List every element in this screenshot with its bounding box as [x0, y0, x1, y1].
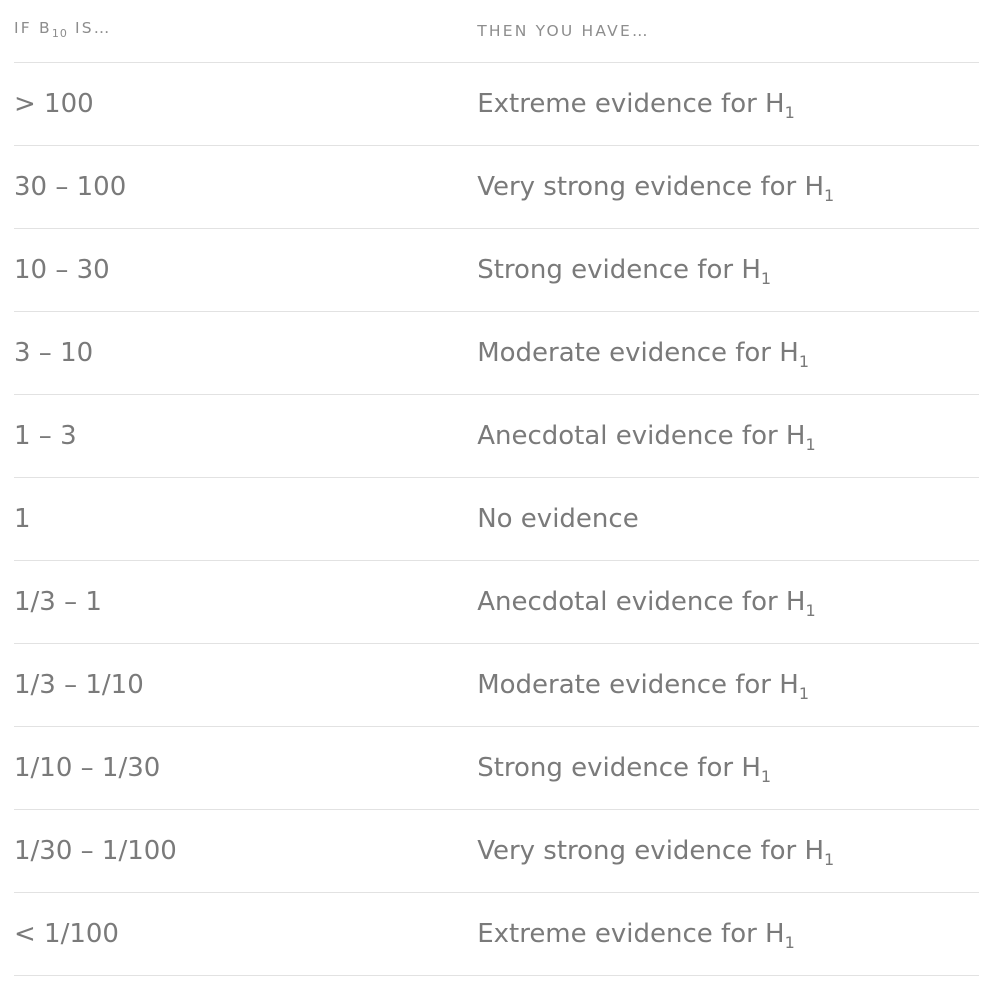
evidence-hypothesis-subscript: 1 [805, 435, 816, 455]
cell-evidence [477, 727, 979, 810]
column-header-bayes-factor-subscript: 10 [51, 27, 68, 41]
evidence-label: Very strong evidence for H [477, 172, 825, 203]
table-row [14, 478, 979, 561]
evidence-hypothesis-subscript: 1 [805, 601, 816, 621]
cell-evidence [477, 893, 979, 976]
cell-bayes-factor [14, 395, 477, 478]
cell-evidence [477, 478, 979, 561]
evidence-hypothesis-subscript: 1 [798, 684, 809, 704]
evidence-label: Strong evidence for H [477, 753, 761, 784]
bayes-factor-value: 3 – 10 [14, 338, 94, 369]
table-row [14, 63, 979, 146]
cell-bayes-factor [14, 810, 477, 893]
bayes-factor-value: < 1/100 [14, 919, 119, 950]
bayes-factor-value: 1/3 – 1 [14, 587, 102, 618]
evidence-label: Moderate evidence for H [477, 338, 799, 369]
evidence-hypothesis-subscript: 1 [760, 269, 772, 289]
cell-evidence [477, 146, 979, 229]
evidence-hypothesis-subscript: 1 [784, 103, 795, 123]
evidence-hypothesis-subscript: 1 [798, 352, 809, 372]
table-row [14, 810, 979, 893]
bayes-factor-value: 30 – 100 [14, 172, 127, 203]
table-row [14, 229, 979, 312]
table-row [14, 395, 979, 478]
bayes-factor-value: 1 – 3 [14, 421, 77, 452]
cell-bayes-factor [14, 478, 477, 561]
evidence-label: Moderate evidence for H [477, 670, 799, 701]
cell-bayes-factor [14, 561, 477, 644]
table-row [14, 727, 979, 810]
cell-evidence [477, 561, 979, 644]
cell-bayes-factor [14, 63, 477, 146]
evidence-label: Anecdotal evidence for H [477, 587, 806, 618]
cell-bayes-factor [14, 893, 477, 976]
bayes-factor-value: 1/10 – 1/30 [14, 753, 161, 784]
table-row [14, 644, 979, 727]
cell-bayes-factor [14, 644, 477, 727]
bayes-factor-value: 1 [14, 504, 31, 535]
evidence-label: Very strong evidence for H [477, 836, 825, 867]
evidence-label: Strong evidence for H [477, 255, 761, 286]
table-row [14, 146, 979, 229]
cell-bayes-factor [14, 146, 477, 229]
bayes-factor-value: 1/30 – 1/100 [14, 836, 177, 867]
table-body [14, 63, 979, 976]
table-row [14, 893, 979, 976]
header-row [14, 0, 979, 63]
cell-evidence [477, 395, 979, 478]
cell-bayes-factor [14, 727, 477, 810]
table-row [14, 312, 979, 395]
cell-evidence [477, 644, 979, 727]
bayes-factor-interpretation-table [14, 0, 979, 976]
cell-evidence [477, 810, 979, 893]
evidence-hypothesis-subscript: 1 [760, 767, 772, 787]
cell-evidence [477, 63, 979, 146]
column-header-bayes-factor-suffix: IS… [67, 19, 112, 37]
column-header-bayes-factor [14, 0, 477, 63]
cell-bayes-factor [14, 229, 477, 312]
table-header [14, 0, 979, 63]
evidence-hypothesis-subscript: 1 [824, 186, 835, 206]
cell-bayes-factor [14, 312, 477, 395]
evidence-hypothesis-subscript: 1 [824, 850, 835, 870]
column-header-bayes-factor-prefix: IF B [14, 19, 52, 37]
bayes-factor-value: 1/3 – 1/10 [14, 670, 144, 701]
evidence-label: Extreme evidence for H [477, 919, 785, 950]
cell-evidence [477, 312, 979, 395]
bayes-factor-value: > 100 [14, 89, 94, 120]
table-row [14, 561, 979, 644]
bayes-factor-value: 10 – 30 [14, 255, 110, 286]
evidence-label: No evidence [477, 504, 639, 535]
evidence-hypothesis-subscript: 1 [784, 933, 795, 953]
evidence-label: Anecdotal evidence for H [477, 421, 806, 452]
cell-evidence [477, 229, 979, 312]
evidence-label: Extreme evidence for H [477, 89, 785, 120]
column-header-evidence: THEN YOU HAVE… [477, 0, 979, 63]
